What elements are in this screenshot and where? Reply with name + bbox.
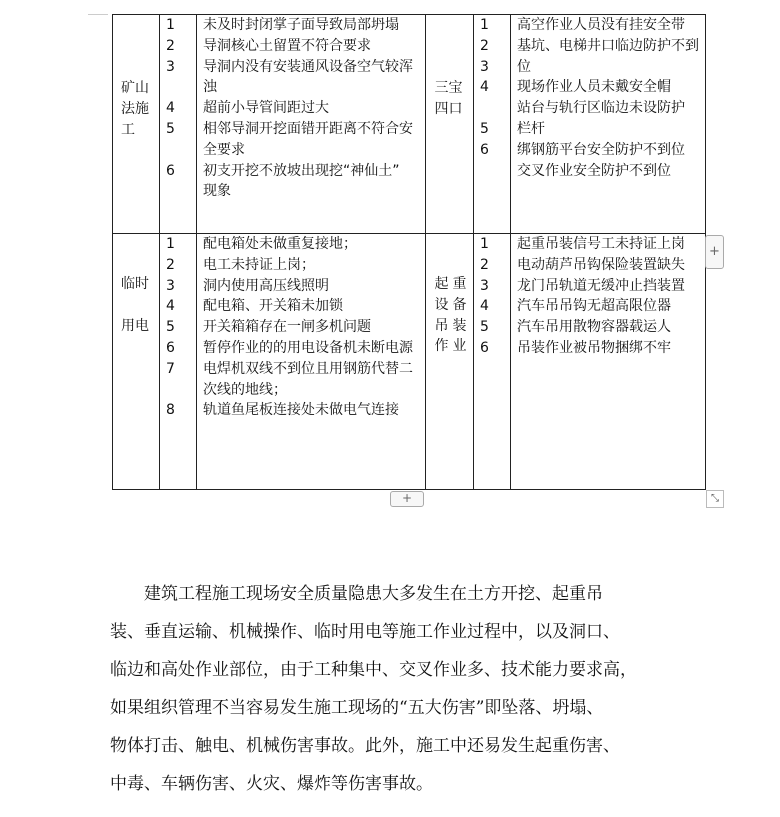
list-item: 电工未持证上岗；: [203, 256, 315, 273]
list-item: 现场作业人员未戴安全帽: [517, 79, 671, 96]
margin-guide: [88, 14, 108, 15]
list-item: 相邻导洞开挖面错开距离不符合安: [203, 120, 413, 137]
table-resize-handle[interactable]: ⤡: [706, 490, 724, 508]
list-item: 超前小导管间距过大: [203, 100, 329, 117]
paragraph-line: 临边和高处作业部位，由于工种集中、交叉作业多、技术能力要求高，: [110, 660, 637, 680]
paragraph-line: 如果组织管理不当容易发生施工现场的“五大伤害”即坠落、坍塌、: [110, 698, 604, 718]
category-cell: 临时 用电: [113, 234, 160, 490]
list-item: 电焊机双线不到位且用钢筋代替二: [203, 360, 413, 377]
category-cell: 三宝 四口: [426, 15, 474, 234]
list-item: 未及时封闭掌子面导致局部坍塌: [203, 17, 399, 33]
list-item: 交叉作业安全防护不到位: [517, 162, 671, 179]
list-item: 导洞核心土留置不符合要求: [203, 37, 371, 54]
list-item: 龙门吊轨道无缓冲止挡装置: [517, 277, 685, 294]
list-item: 基坑、电梯井口临边防护不到: [517, 37, 699, 54]
table-row: [113, 15, 706, 234]
number-cell: 1 2 3 4 5 6: [474, 15, 511, 234]
list-item: 起重吊装信号工未持证上岗: [517, 236, 685, 252]
add-row-button[interactable]: +: [390, 491, 424, 507]
add-column-button[interactable]: +: [705, 235, 724, 269]
body-paragraph: [110, 575, 680, 803]
hazard-text-cell: [511, 234, 706, 490]
number-cell: 1 2 3 4 5 6: [474, 234, 511, 490]
list-item: 电动葫芦吊钩保险装置缺失: [517, 256, 685, 273]
list-item: 配电箱处未做重复接地；: [203, 236, 357, 252]
list-item: 暂停作业的的用电设备机未断电源: [203, 339, 413, 356]
list-item: 高空作业人员没有挂安全带: [517, 17, 685, 33]
list-item: 汽车吊用散物容器载运人: [517, 319, 671, 336]
list-item: 吊装作业被吊物捆绑不牢: [517, 339, 671, 356]
category-cell: 矿山 法施 工: [113, 15, 160, 234]
list-item: 汽车吊吊钩无超高限位器: [517, 298, 671, 315]
list-item: 绑钢筋平台安全防护不到位: [517, 141, 685, 158]
list-item: 导洞内没有安装通风设备空气较浑: [203, 58, 413, 75]
category-cell: 起重 设备 吊装 作业: [426, 234, 474, 490]
list-item: 配电箱、开关箱未加锁: [203, 298, 343, 315]
list-item: 轨道鱼尾板连接处未做电气连接: [203, 402, 399, 419]
hazard-text-cell: 未及时封闭掌子面导致局部坍塌 导洞核心土留置不符合要求 导洞内没有安装通风设备空气较浑 浊 超前小导管间距过大 相邻导洞开挖面错开距离不符合安 全要求 初支开挖不放坡出现挖“神仙土” 现象: [197, 15, 426, 234]
list-item: 洞内使用高压线照明: [203, 277, 329, 294]
list-item: 站台与轨行区临边未设防护: [517, 100, 685, 117]
hazard-text-cell: 配电箱处未做重复接地； 电工未持证上岗； 洞内使用高压线照明 配电箱、开关箱未加锁 开关箱箱存在一闸多机问题 暂停作业的的用电设备机未断电源 电焊机双线不到位且用钢筋代替二 次线的地线； 轨道鱼尾板连接处未做电气连接: [197, 234, 426, 490]
paragraph-line: 装、垂直运输、机械操作、临时用电等施工作业过程中，以及洞口、: [110, 622, 620, 642]
paragraph-line: 建筑工程施工现场安全质量隐患大多发生在土方开挖、起重吊: [110, 584, 603, 604]
table-row: [113, 234, 706, 490]
hazard-text-cell: 高空作业人员没有挂安全带 基坑、电梯井口临边防护不到 位 现场作业人员未戴安全帽 站台与轨行区临边未设防护 栏杆 绑钢筋平台安全防护不到位 交叉作业安全防护不到位: [511, 15, 706, 234]
hazard-table: [112, 14, 706, 490]
paragraph-line: 物体打击、触电、机械伤害事故。此外，施工中还易发生起重伤害、: [110, 736, 620, 756]
number-cell: 1 2 3 4 5 6 7 8: [160, 234, 197, 490]
list-item: 初支开挖不放坡出现挖“神仙土”: [203, 162, 400, 179]
paragraph-line: 中毒、车辆伤害、火灾、爆炸等伤害事故。: [110, 774, 433, 794]
number-cell: 1 2 3 4 5 6: [160, 15, 197, 234]
list-item: 开关箱箱存在一闸多机问题: [203, 319, 371, 336]
